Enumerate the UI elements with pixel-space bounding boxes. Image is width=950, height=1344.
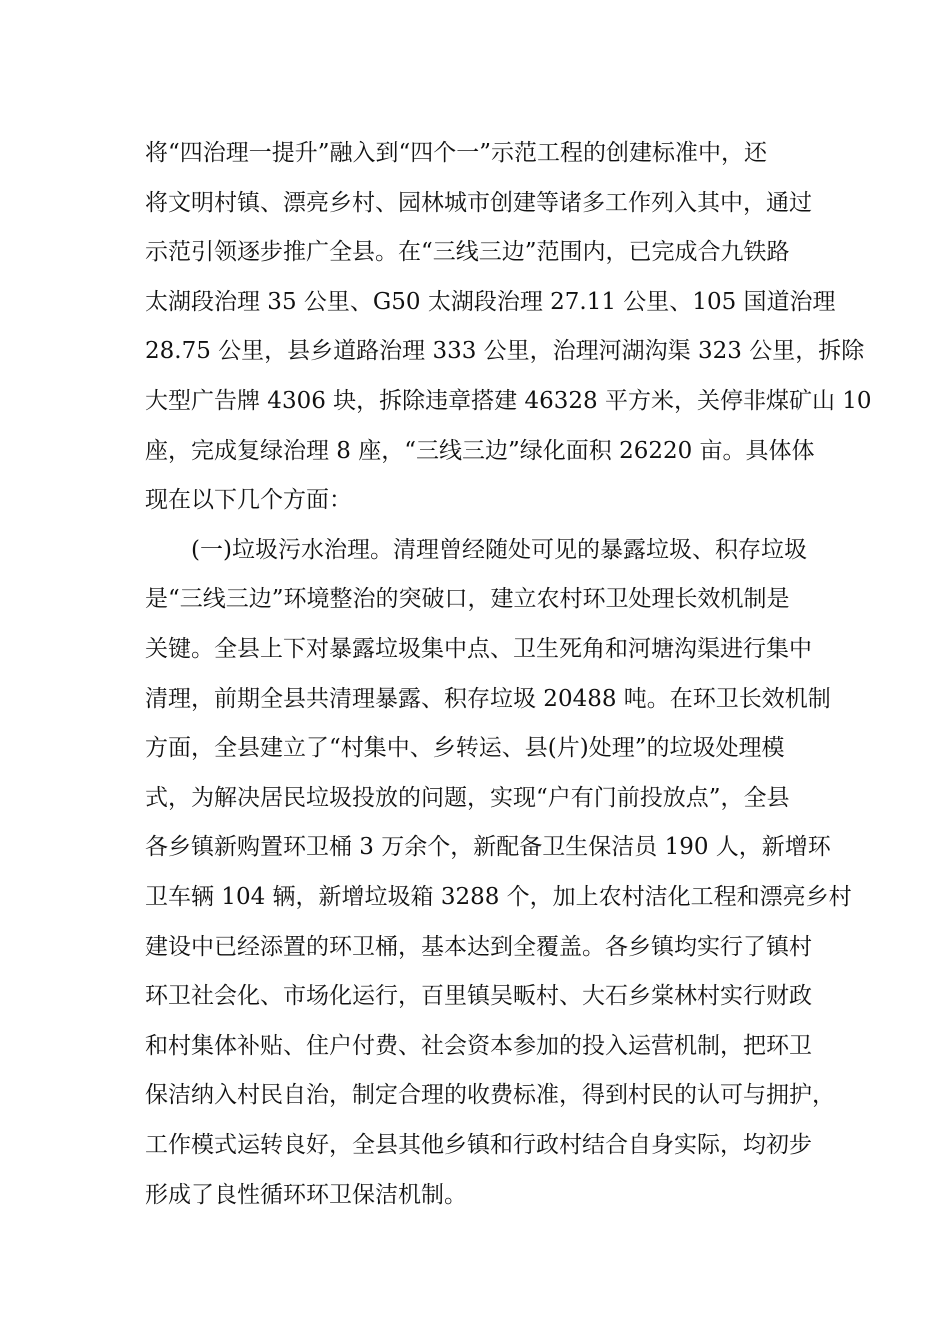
paragraph-line: 工作模式运转良好，全县其他乡镇和行政村结合自身实际，均初步	[145, 1132, 812, 1158]
paragraph-line: 现在以下几个方面：	[145, 487, 352, 513]
paragraph-line: 大型广告牌 4306 块，拆除违章搭建 46328 平方米，关停非煤矿山 10	[145, 388, 872, 414]
paragraph-line: 形成了良性循环环卫保洁机制。	[145, 1182, 467, 1208]
paragraph-line: 是“三线三边”环境整治的突破口，建立农村环卫处理长效机制是	[145, 586, 790, 612]
paragraph-line: 28.75 公里，县乡道路治理 333 公里，治理河湖沟渠 323 公里，拆除	[145, 338, 865, 364]
paragraph-line: 座，完成复绿治理 8 座，“三线三边”绿化面积 26220 亩。具体体	[145, 438, 815, 464]
paragraph-line: 关键。全县上下对暴露垃圾集中点、卫生死角和河塘沟渠进行集中	[145, 636, 812, 662]
paragraph-line: 卫车辆 104 辆，新增垃圾箱 3288 个，加上农村洁化工程和漂亮乡村	[145, 884, 852, 910]
paragraph-line: 将文明村镇、漂亮乡村、园林城市创建等诸多工作列入其中，通过	[145, 190, 812, 216]
paragraph-line: 方面，全县建立了“村集中、乡转运、县(片)处理”的垃圾处理模	[145, 735, 785, 761]
paragraph-line: 太湖段治理 35 公里、G50 太湖段治理 27.11 公里、105 国道治理	[145, 289, 836, 315]
section-heading-line: (一)垃圾污水治理。清理曾经随处可见的暴露垃圾、积存垃圾	[191, 537, 807, 563]
paragraph-line: 环卫社会化、市场化运行，百里镇吴畈村、大石乡棠林村实行财政	[145, 983, 812, 1009]
paragraph-line: 清理，前期全县共清理暴露、积存垃圾 20488 吨。在环卫长效机制	[145, 686, 831, 712]
paragraph-line: 和村集体补贴、住户付费、社会资本参加的投入运营机制，把环卫	[145, 1033, 812, 1059]
paragraph-line: 示范引领逐步推广全县。在“三线三边”范围内，已完成合九铁路	[145, 239, 790, 265]
paragraph-line: 保洁纳入村民自治，制定合理的收费标准，得到村民的认可与拥护，	[145, 1082, 835, 1108]
paragraph-line: 各乡镇新购置环卫桶 3 万余个，新配备卫生保洁员 190 人，新增环	[145, 834, 831, 860]
paragraph-line: 将“四治理一提升”融入到“四个一”示范工程的创建标准中，还	[145, 140, 768, 166]
paragraph-line: 建设中已经添置的环卫桶，基本达到全覆盖。各乡镇均实行了镇村	[145, 934, 812, 960]
paragraph-line: 式，为解决居民垃圾投放的问题，实现“户有门前投放点”，全县	[145, 785, 790, 811]
